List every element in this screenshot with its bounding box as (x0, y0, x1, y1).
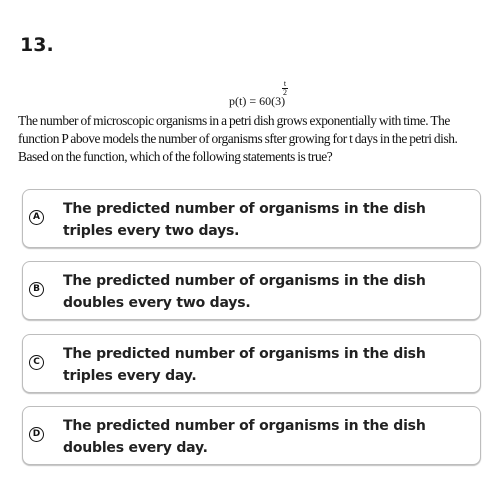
choice-d[interactable] (22, 406, 481, 465)
choice-text-d: The predicted number of organisms in the dish doubles every day. (63, 418, 426, 456)
choice-letter-c: C (29, 355, 44, 370)
choice-letter-a: A (29, 210, 44, 225)
choice-letter-d: D (29, 427, 44, 442)
formula-exponent (281, 80, 289, 97)
formula-base: p(t) = 60(3) (229, 94, 286, 108)
choice-b[interactable] (22, 261, 481, 320)
choice-text-c: The predicted number of organisms in the dish triples every day. (63, 346, 426, 384)
exponent-numerator: t (283, 79, 287, 88)
question-number: 13. (20, 34, 54, 56)
choice-text-b: The predicted number of organisms in the dish doubles every two days. (63, 273, 426, 311)
choice-letter-b: B (29, 282, 44, 297)
choice-text-a: The predicted number of organisms in the dish triples every two days. (63, 201, 426, 239)
exponent-denominator: 2 (283, 88, 287, 97)
choice-a[interactable] (22, 189, 481, 248)
question-stem: The number of microscopic organisms in a petri dish grows exponentially with time. The function P above models the number of organisms sfter growing for t days in the petri dish. Based on the function, which of the following statements is true? (18, 113, 458, 164)
choice-c[interactable] (22, 334, 481, 393)
